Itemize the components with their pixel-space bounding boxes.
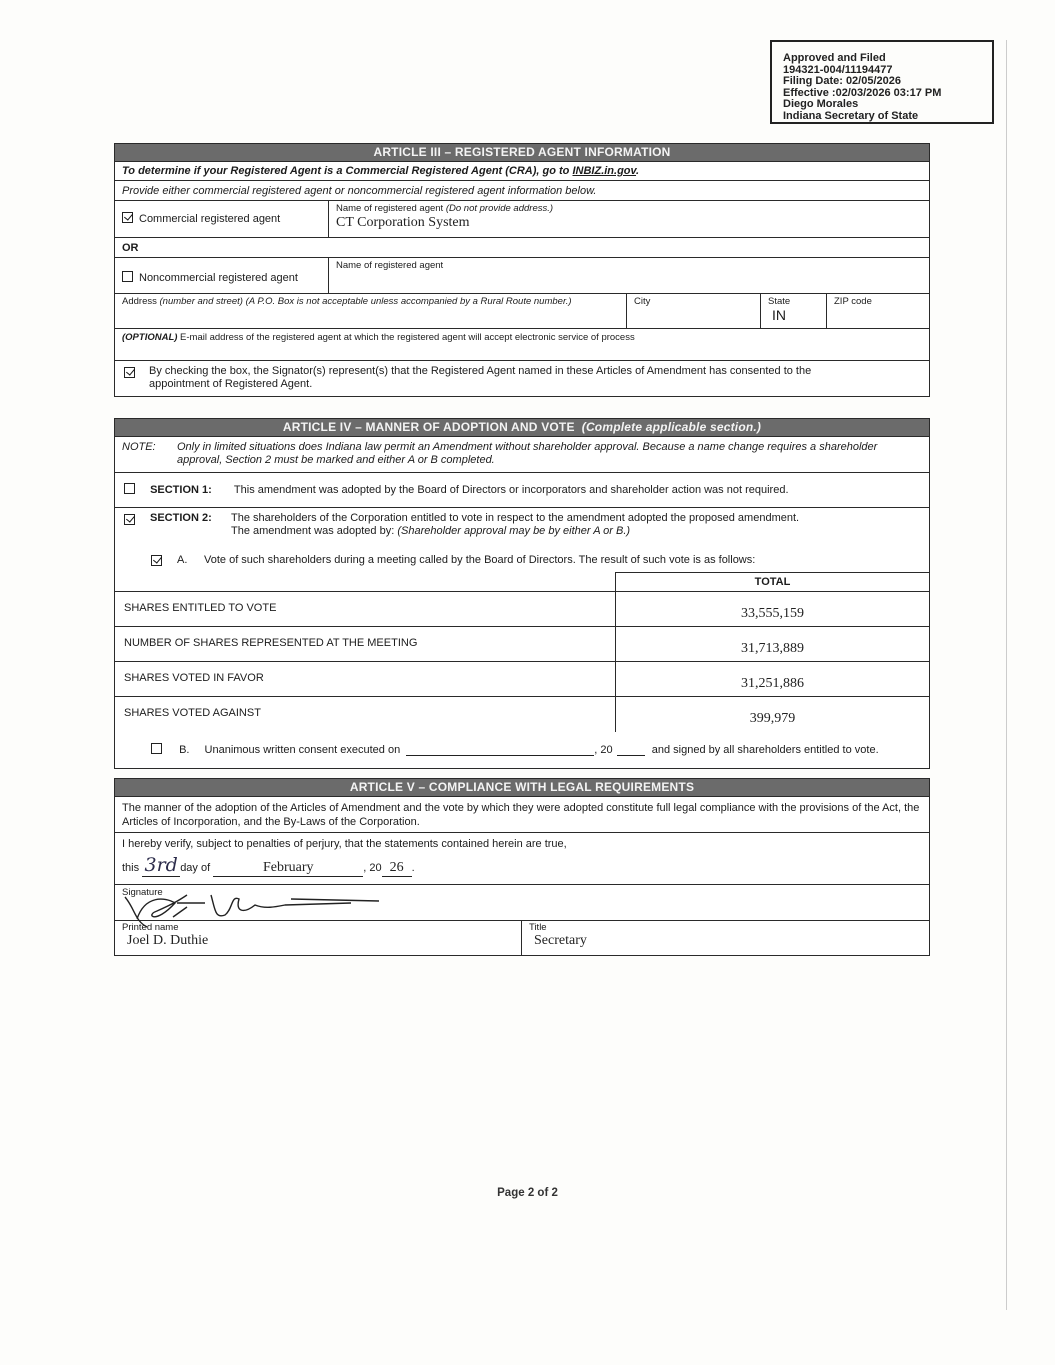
address-row: Address (number and street) (A P.O. Box is not acceptable unless accompanied by a Rural Route number.) City State IN ZIP code <box>115 294 929 329</box>
month-field[interactable]: February <box>213 861 363 877</box>
printed-name-row <box>115 921 929 955</box>
noncommercial-name-label: Name of registered agent <box>336 260 444 271</box>
section1-checkbox[interactable] <box>124 483 135 494</box>
vote-table <box>115 592 929 732</box>
vote-table-row <box>115 627 929 662</box>
note-label: NOTE: <box>122 441 156 453</box>
vote-row-total[interactable]: 31,713,889 <box>615 627 929 661</box>
vote-table-row <box>115 592 929 627</box>
article4-title: ARTICLE IV – MANNER OF ADOPTION AND VOTE (Complete applicable section.) <box>115 419 929 437</box>
article5-section <box>114 778 930 956</box>
section2-block: SECTION 2: The shareholders of the Corporation entitled to vote in respect to the amendment adopted the proposed amendment. The amendment was adopted by: (Shareholder approval may be by either A or B.) A. Vote of such shareholders during a meeting called by the Board of Directors. The result of such vote is as follows: <box>115 508 929 572</box>
signature-row <box>115 885 929 921</box>
vote-table-row <box>115 662 929 697</box>
page-number: Page 2 of 2 <box>497 1187 558 1199</box>
state-field[interactable]: IN <box>772 307 786 323</box>
filing-stamp <box>770 40 994 124</box>
title-label: Title <box>529 922 547 933</box>
option-b-row: B. Unanimous written consent executed on , 20 and signed by all shareholders entitled to vote. <box>115 732 929 768</box>
verification-row: I hereby verify, subject to penalties of perjury, that the statements contained herein are true, this 3rd day of February , 20 26 . <box>115 833 929 885</box>
commercial-agent-row: Commercial registered agent Name of registered agent (Do not provide address.) CT Corporation System <box>115 201 929 238</box>
section2-text1: The shareholders of the Corporation entitled to vote in respect to the amendment adopted the proposed amendment. <box>231 512 800 524</box>
article3-title: ARTICLE III – REGISTERED AGENT INFORMATION <box>115 144 929 162</box>
section1-label: SECTION 1: <box>150 484 212 496</box>
vote-table-row <box>115 697 929 732</box>
section1-row <box>115 473 929 508</box>
title-value[interactable]: Secretary <box>534 933 587 948</box>
email-row: (OPTIONAL) E-mail address of the registered agent at which the registered agent will accept electronic service of process <box>115 329 929 361</box>
noncommercial-agent-row <box>115 258 929 294</box>
or-label: OR <box>115 238 929 258</box>
commercial-name-label: Name of registered agent <box>336 203 444 214</box>
year-field[interactable]: 26 <box>382 861 412 877</box>
noncommercial-agent-label: Noncommercial registered agent <box>139 272 298 284</box>
consent-row <box>115 361 929 396</box>
verify-text: I hereby verify, subject to penalties of perjury, that the statements contained herein are true, <box>122 838 567 850</box>
article3-section <box>114 143 930 397</box>
section1-text: This amendment was adopted by the Board of Directors or incorporators and shareholder action was not required. <box>233 484 789 496</box>
option-b-label: B. <box>179 744 190 756</box>
article5-title: ARTICLE V – COMPLIANCE WITH LEGAL REQUIREMENTS <box>115 779 929 797</box>
stamp-line: Indiana Secretary of State <box>783 109 919 122</box>
option-b-checkbox[interactable] <box>151 743 162 754</box>
consent-text: By checking the box, the Signator(s) represent(s) that the Registered Agent named in these Articles of Amendment has consented to the appointment of Registered Agent. <box>149 365 812 390</box>
option-a-label: A. <box>177 554 188 566</box>
state-label: State <box>768 296 791 307</box>
cra-note: To determine if your Registered Agent is a Commercial Registered Agent (CRA), go to INBIZ.in.gov. <box>115 162 929 181</box>
vote-row-label: SHARES ENTITLED TO VOTE <box>124 602 277 614</box>
note-text: Only in limited situations does Indiana law permit an Amendment without shareholder approval. Because a name change requires a shareholder approval, Section 2 must be marked and either A or B completed. <box>177 441 878 466</box>
vote-row-label: SHARES VOTED IN FAVOR <box>124 672 264 684</box>
address-label: Address <box>122 296 157 307</box>
stamp-line: Approved and Filed <box>783 52 886 64</box>
stamp-line: Filing Date: 02/05/2026 <box>783 75 901 88</box>
printed-name-label: Printed name <box>122 922 179 933</box>
inbiz-link[interactable]: INBIZ.in.gov <box>572 165 637 177</box>
article4-section <box>114 418 930 769</box>
vote-row-total[interactable]: 31,251,886 <box>615 662 929 696</box>
city-label: City <box>634 296 651 307</box>
email-field[interactable] <box>122 343 929 357</box>
provide-note: Provide either commercial registered agent or noncommercial registered agent information below. <box>115 181 929 201</box>
option-a-text: Vote of such shareholders during a meeting called by the Board of Directors. The result of such vote is as follows: <box>204 554 756 566</box>
note-row <box>115 437 929 473</box>
option-b-date-field[interactable] <box>406 743 594 756</box>
option-a-checkbox[interactable] <box>151 555 162 566</box>
stamp-line: Effective :02/03/2026 03:17 PM <box>783 86 942 99</box>
vote-row-label: SHARES VOTED AGAINST <box>124 707 261 719</box>
email-label: E-mail address of the registered agent at which the registered agent will accept electronic service of process <box>177 332 635 343</box>
day-field[interactable]: 3rd <box>142 860 180 877</box>
noncommercial-agent-checkbox[interactable] <box>122 271 133 282</box>
section2-text2: The amendment was adopted by: <box>231 525 398 537</box>
stamp-line: Diego Morales <box>783 98 859 111</box>
vote-row-label: NUMBER OF SHARES REPRESENTED AT THE MEETING <box>124 637 418 649</box>
section2-checkbox[interactable] <box>124 514 135 525</box>
vote-row-total[interactable]: 399,979 <box>615 697 929 732</box>
vote-table-header <box>115 572 929 592</box>
option-b-year-field[interactable] <box>617 743 645 756</box>
commercial-name-value[interactable]: CT Corporation System <box>336 215 470 230</box>
compliance-text: The manner of the adoption of the Articles of Amendment and the vote by which they were adopted constitute full legal compliance with the provisions of the Act, the Articles of Incorporation, and the By-Laws of the Corporation. <box>115 797 929 833</box>
section2-label: SECTION 2: <box>150 512 212 524</box>
consent-checkbox[interactable] <box>124 367 135 378</box>
total-header: TOTAL <box>615 572 929 591</box>
signature-label: Signature <box>122 887 163 898</box>
stamp-line: 194321-004/11194477 <box>783 63 893 76</box>
scan-edge <box>1006 40 1007 1310</box>
address-field[interactable] <box>122 307 622 321</box>
commercial-agent-label: Commercial registered agent <box>139 213 281 225</box>
vote-row-total[interactable]: 33,555,159 <box>615 592 929 626</box>
commercial-agent-checkbox[interactable] <box>122 212 133 223</box>
zip-label: ZIP code <box>834 296 872 307</box>
printed-name-value[interactable]: Joel D. Duthie <box>127 933 209 948</box>
